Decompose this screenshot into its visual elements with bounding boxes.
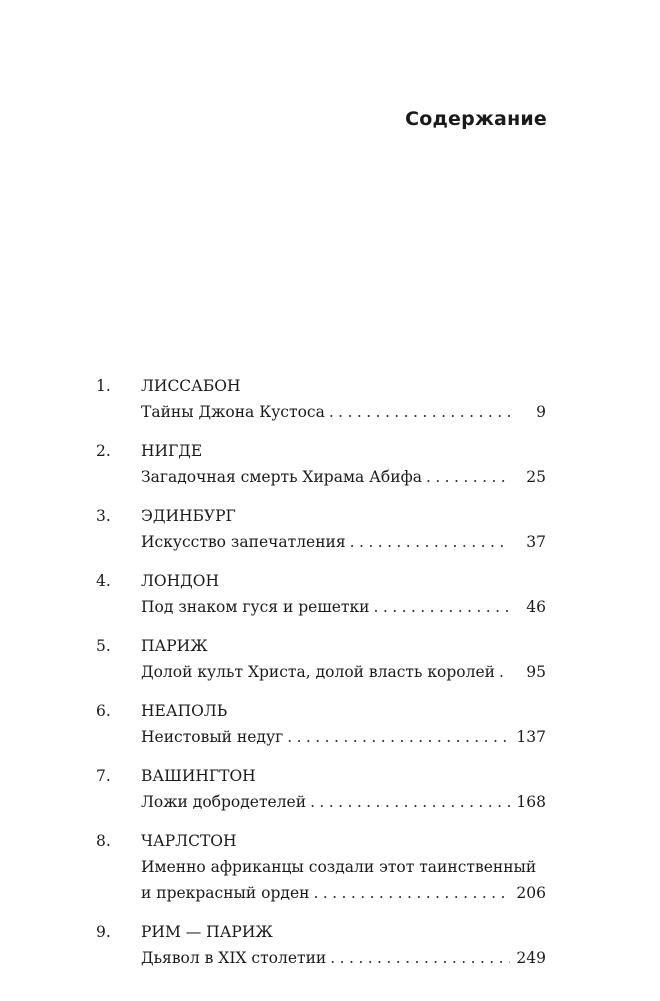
entry-city: ЛОНДОН <box>141 572 219 590</box>
entry-page: 25 <box>526 468 546 486</box>
toc-entry-8 <box>96 828 546 906</box>
entry-page: 9 <box>536 403 546 421</box>
entry-line <box>141 789 546 815</box>
dot-leader <box>310 789 510 815</box>
entry-subtitle-line-1: Именно африканцы создали этот таинственный <box>141 858 537 876</box>
entry-page: 249 <box>516 949 546 967</box>
entry-subtitle: Ложи добродетелей <box>141 793 307 811</box>
entry-line <box>141 659 546 685</box>
entry-page: 37 <box>526 533 546 551</box>
toc-entry-1 <box>96 373 546 425</box>
entry-number: 2. <box>96 442 111 460</box>
entry-subtitle: Дьявол в XIX столетии <box>141 949 327 967</box>
entry-number: 7. <box>96 767 111 785</box>
entry-line <box>141 945 546 971</box>
dot-leader <box>313 880 510 906</box>
entry-line <box>141 464 546 490</box>
entry-city: НИГДЕ <box>141 442 203 460</box>
entry-line <box>141 399 546 425</box>
entry-number: 5. <box>96 637 111 655</box>
entry-number: 4. <box>96 572 111 590</box>
entry-number: 6. <box>96 702 111 720</box>
toc-entry-2 <box>96 438 546 490</box>
page-title: Содержание <box>405 108 547 130</box>
toc-entry-6 <box>96 698 546 750</box>
entry-page: 46 <box>526 598 546 616</box>
entry-page: 168 <box>516 793 546 811</box>
entry-page: 206 <box>516 884 546 902</box>
entry-number: 1. <box>96 377 111 395</box>
entry-page: 137 <box>516 728 546 746</box>
entry-line <box>141 594 546 620</box>
toc-entry-7 <box>96 763 546 815</box>
entry-city: ВАШИНГТОН <box>141 767 256 785</box>
entry-number: 3. <box>96 507 111 525</box>
table-of-contents <box>96 373 546 984</box>
entry-line <box>141 724 546 750</box>
toc-entry-9 <box>96 919 546 971</box>
entry-subtitle: и прекрасный орден <box>141 884 310 902</box>
entry-city: РИМ — ПАРИЖ <box>141 923 273 941</box>
toc-entry-5 <box>96 633 546 685</box>
entry-city: НЕАПОЛЬ <box>141 702 228 720</box>
dot-leader <box>329 399 510 425</box>
entry-city: ЧАРЛСТОН <box>141 832 237 850</box>
entry-city: ПАРИЖ <box>141 637 208 655</box>
dot-leader <box>350 529 510 555</box>
dot-leader <box>374 594 510 620</box>
entry-number: 9. <box>96 923 111 941</box>
dot-leader <box>287 724 510 750</box>
entry-subtitle: Неистовый недуг <box>141 728 284 746</box>
toc-entry-4 <box>96 568 546 620</box>
entry-page: 95 <box>526 663 546 681</box>
entry-line <box>141 880 546 906</box>
dot-leader <box>330 945 510 971</box>
entry-subtitle: Под знаком гуся и решетки <box>141 598 370 616</box>
dot-leader <box>499 659 510 685</box>
entry-subtitle: Искусство запечатления <box>141 533 346 551</box>
entry-city: ЛИССАБОН <box>141 377 241 395</box>
entry-subtitle: Долой культ Христа, долой власть королей <box>141 663 495 681</box>
entry-city: ЭДИНБУРГ <box>141 507 236 525</box>
entry-number: 8. <box>96 832 111 850</box>
entry-line <box>141 529 546 555</box>
entry-subtitle: Тайны Джона Кустоса <box>141 403 325 421</box>
toc-entry-3 <box>96 503 546 555</box>
dot-leader <box>426 464 510 490</box>
entry-subtitle: Загадочная смерть Хирама Абифа <box>141 468 422 486</box>
